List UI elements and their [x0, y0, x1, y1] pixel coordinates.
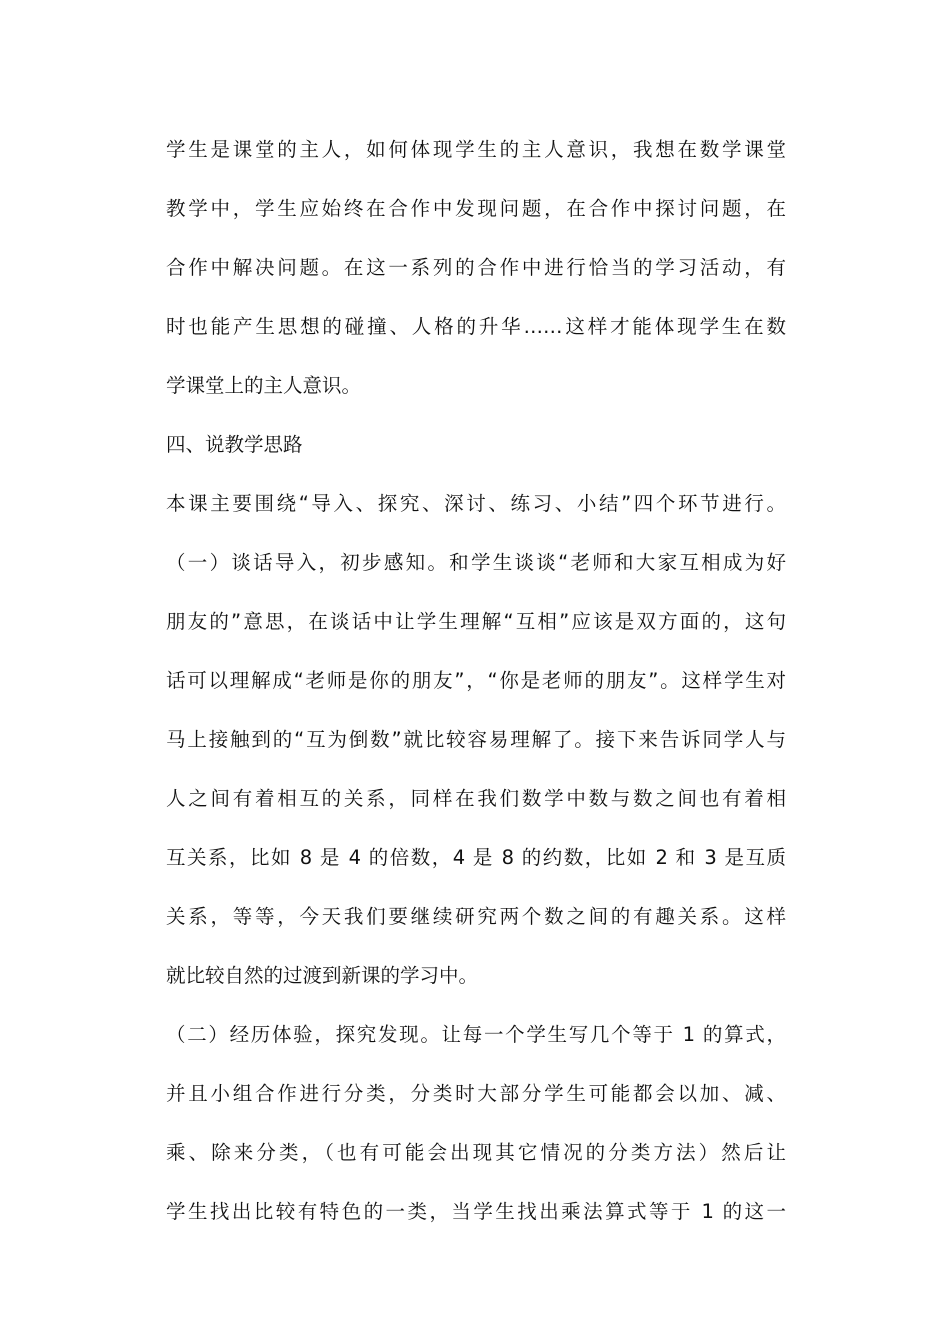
text-line: 本课主要围绕“导入、探究、深讨、练习、小结”四个环节进行。 — [166, 492, 786, 515]
text-line: 并且小组合作进行分类，分类时大部分学生可能都会以加、减、 — [166, 1082, 786, 1105]
text-line: （一）谈话导入，初步感知。和学生谈谈“老师和大家互相成为好 — [166, 551, 786, 574]
document-body — [166, 140, 786, 1261]
text-line: 乘、除来分类，（也有可能会出现其它情况的分类方法）然后让 — [166, 1141, 786, 1164]
section-heading: 四、说教学思路 — [166, 433, 303, 456]
text-line: 时也能产生思想的碰撞、人格的升华……这样才能体现学生在数 — [166, 315, 786, 338]
text-line: 马上接触到的“互为倒数”就比较容易理解了。接下来告诉同学人与 — [166, 728, 786, 751]
text-line: 教学中，学生应始终在合作中发现问题，在合作中探讨问题，在 — [166, 197, 786, 220]
text-line: 学生找出比较有特色的一类，当学生找出乘法算式等于 1 的这一 — [166, 1200, 786, 1223]
text-line: 就比较自然的过渡到新课的学习中。 — [166, 964, 479, 987]
text-line: 话可以理解成“老师是你的朋友”，“你是老师的朋友”。这样学生对 — [166, 669, 786, 692]
text-line: 人之间有着相互的关系，同样在我们数学中数与数之间也有着相 — [166, 787, 786, 810]
text-line: 合作中解决问题。在这一系列的合作中进行恰当的学习活动，有 — [166, 256, 786, 279]
text-line: 学课堂上的主人意识。 — [166, 374, 362, 397]
text-line: 学生是课堂的主人，如何体现学生的主人意识，我想在数学课堂 — [166, 138, 786, 161]
text-line: 朋友的”意思，在谈话中让学生理解“互相”应该是双方面的，这句 — [166, 610, 786, 633]
text-line: （二）经历体验，探究发现。让每一个学生写几个等于 1 的算式， — [166, 1023, 786, 1046]
text-line: 关系，等等，今天我们要继续研究两个数之间的有趣关系。这样 — [166, 905, 786, 928]
text-line: 互关系，比如 8 是 4 的倍数，4 是 8 的约数，比如 2 和 3 是互质 — [166, 846, 786, 869]
